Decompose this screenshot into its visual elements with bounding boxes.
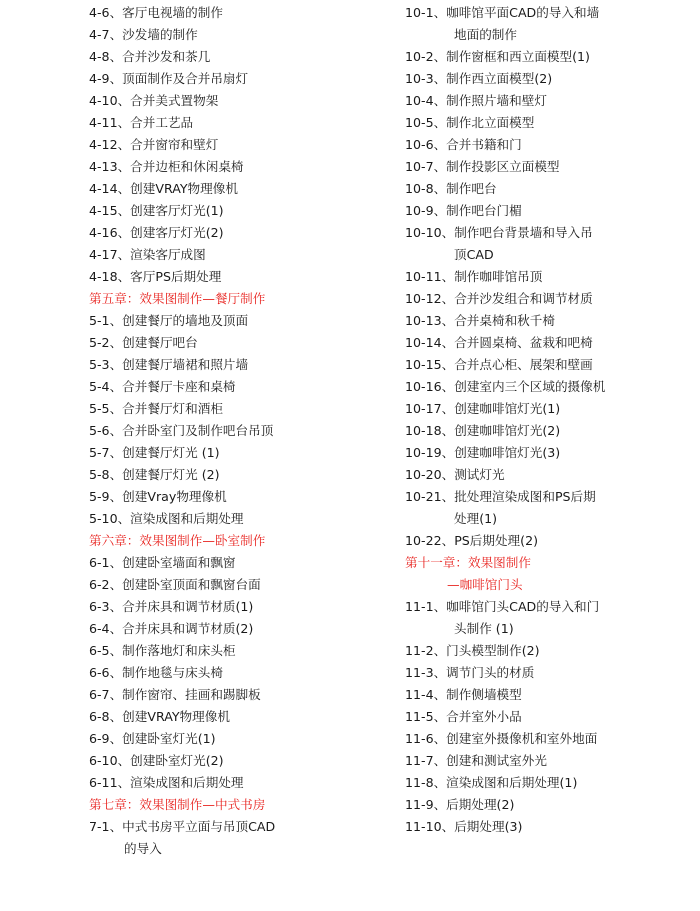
chapter-heading bbox=[89, 288, 389, 310]
entry-text: 第六章：效果图制作—卧室制作 bbox=[89, 533, 266, 548]
entry-text: 6-7、制作窗帘、挂画和踢脚板 bbox=[89, 687, 261, 702]
entry-text: 4-6、客厅电视墙的制作 bbox=[89, 5, 223, 20]
toc-entry bbox=[405, 376, 695, 398]
entry-text: 10-21、批处理渲染成图和PS后期 bbox=[405, 489, 596, 504]
chapter-heading bbox=[89, 794, 389, 816]
toc-entry bbox=[89, 420, 389, 442]
entry-text: 第七章：效果图制作—中式书房 bbox=[89, 797, 266, 812]
toc-entry bbox=[405, 530, 695, 552]
toc-entry bbox=[89, 156, 389, 178]
toc-entry bbox=[405, 200, 695, 222]
toc-entry bbox=[89, 46, 389, 68]
entry-text: 6-2、创建卧室顶面和飘窗台面 bbox=[89, 577, 261, 592]
entry-text: 10-15、合并点心柜、展架和壁画 bbox=[405, 357, 593, 372]
toc-entry bbox=[89, 728, 389, 750]
entry-text: 10-18、创建咖啡馆灯光(2) bbox=[405, 423, 561, 438]
entry-text: 11-3、调节门头的材质 bbox=[405, 665, 535, 680]
entry-continuation: 处理(1) bbox=[454, 511, 498, 526]
entry-text: 7-1、中式书房平立面与吊顶CAD bbox=[89, 819, 276, 834]
toc-entry bbox=[89, 486, 389, 508]
toc-entry bbox=[405, 398, 695, 420]
entry-text: 11-8、渲染成图和后期处理(1) bbox=[405, 775, 578, 790]
toc-entry bbox=[89, 2, 389, 24]
toc-entry bbox=[405, 332, 695, 354]
entry-text: 11-5、合并室外小品 bbox=[405, 709, 522, 724]
toc-entry bbox=[405, 2, 695, 46]
entry-text: 10-22、PS后期处理(2) bbox=[405, 533, 538, 548]
toc-entry bbox=[89, 310, 389, 332]
entry-text: 5-3、创建餐厅墙裙和照片墙 bbox=[89, 357, 249, 372]
toc-entry bbox=[89, 596, 389, 618]
toc-entry bbox=[405, 684, 695, 706]
toc-right-column bbox=[405, 2, 695, 838]
entry-text: 10-10、制作吧台背景墙和导入吊 bbox=[405, 225, 593, 240]
toc-entry bbox=[405, 662, 695, 684]
entry-text: 10-20、测试灯光 bbox=[405, 467, 505, 482]
entry-text: 10-16、创建室内三个区域的摄像机 bbox=[405, 379, 606, 394]
entry-text: 4-17、渲染客厅成图 bbox=[89, 247, 206, 262]
entry-text: 6-9、创建卧室灯光(1) bbox=[89, 731, 216, 746]
entry-text: 6-3、合并床具和调节材质(1) bbox=[89, 599, 254, 614]
toc-entry bbox=[405, 222, 695, 266]
chapter-heading bbox=[405, 552, 695, 596]
entry-text: 10-19、创建咖啡馆灯光(3) bbox=[405, 445, 561, 460]
entry-text: 4-16、创建客厅灯光(2) bbox=[89, 225, 224, 240]
entry-text: 6-11、渲染成图和后期处理 bbox=[89, 775, 244, 790]
toc-entry bbox=[89, 574, 389, 596]
entry-text: 10-13、合并桌椅和秋千椅 bbox=[405, 313, 555, 328]
toc-entry bbox=[405, 596, 695, 640]
toc-entry bbox=[89, 618, 389, 640]
entry-text: 第十一章：效果图制作 bbox=[405, 555, 531, 570]
entry-text: 4-9、顶面制作及合并吊扇灯 bbox=[89, 71, 249, 86]
toc-entry bbox=[89, 112, 389, 134]
toc-entry bbox=[405, 772, 695, 794]
entry-text: 5-6、合并卧室门及制作吧台吊顶 bbox=[89, 423, 274, 438]
toc-entry bbox=[405, 288, 695, 310]
toc-entry bbox=[405, 266, 695, 288]
entry-text: 10-1、咖啡馆平面CAD的导入和墙 bbox=[405, 5, 600, 20]
entry-text: 6-8、创建VRAY物理像机 bbox=[89, 709, 230, 724]
entry-text: 6-6、制作地毯与床头椅 bbox=[89, 665, 223, 680]
entry-text: 4-14、创建VRAY物理像机 bbox=[89, 181, 238, 196]
toc-entry bbox=[405, 156, 695, 178]
toc-entry bbox=[89, 376, 389, 398]
entry-text: 10-3、制作西立面模型(2) bbox=[405, 71, 553, 86]
entry-text: 4-7、沙发墙的制作 bbox=[89, 27, 198, 42]
entry-text: 6-1、创建卧室墙面和飘窗 bbox=[89, 555, 236, 570]
entry-text: 11-1、咖啡馆门头CAD的导入和门 bbox=[405, 599, 600, 614]
toc-entry bbox=[405, 464, 695, 486]
toc-entry bbox=[405, 310, 695, 332]
entry-text: 4-10、合并美式置物架 bbox=[89, 93, 219, 108]
toc-entry bbox=[89, 266, 389, 288]
toc-entry bbox=[89, 24, 389, 46]
entry-text: 5-5、合并餐厅灯和酒柜 bbox=[89, 401, 223, 416]
entry-text: 4-12、合并窗帘和壁灯 bbox=[89, 137, 219, 152]
toc-entry bbox=[89, 178, 389, 200]
entry-text: 5-10、渲染成图和后期处理 bbox=[89, 511, 244, 526]
entry-text: 6-5、制作落地灯和床头柜 bbox=[89, 643, 236, 658]
toc-entry bbox=[89, 354, 389, 376]
toc-entry bbox=[89, 640, 389, 662]
toc-entry bbox=[405, 486, 695, 530]
entry-text: 5-1、创建餐厅的墙地及顶面 bbox=[89, 313, 249, 328]
entry-text: 4-11、合并工艺品 bbox=[89, 115, 194, 130]
toc-entry bbox=[89, 200, 389, 222]
toc-entry bbox=[405, 46, 695, 68]
entry-text: 6-10、创建卧室灯光(2) bbox=[89, 753, 224, 768]
toc-entry bbox=[89, 464, 389, 486]
toc-entry bbox=[89, 772, 389, 794]
entry-text: 4-18、客厅PS后期处理 bbox=[89, 269, 222, 284]
entry-text: 11-9、后期处理(2) bbox=[405, 797, 515, 812]
toc-entry bbox=[89, 68, 389, 90]
toc-entry bbox=[405, 750, 695, 772]
toc-entry bbox=[405, 794, 695, 816]
toc-entry bbox=[89, 134, 389, 156]
entry-text: 10-5、制作北立面模型 bbox=[405, 115, 535, 130]
entry-text: 11-7、创建和测试室外光 bbox=[405, 753, 547, 768]
entry-text: 5-4、合并餐厅卡座和桌椅 bbox=[89, 379, 236, 394]
toc-entry bbox=[89, 244, 389, 266]
entry-text: 10-4、制作照片墙和壁灯 bbox=[405, 93, 547, 108]
toc-entry bbox=[89, 706, 389, 728]
entry-text: 5-2、创建餐厅吧台 bbox=[89, 335, 198, 350]
toc-left-column bbox=[89, 2, 389, 860]
entry-continuation: 的导入 bbox=[124, 841, 162, 856]
entry-text: 5-9、创建Vray物理像机 bbox=[89, 489, 227, 504]
toc-entry bbox=[89, 90, 389, 112]
toc-entry bbox=[89, 662, 389, 684]
entry-text: 第五章：效果图制作—餐厅制作 bbox=[89, 291, 266, 306]
toc-entry bbox=[89, 332, 389, 354]
entry-text: 10-8、制作吧台 bbox=[405, 181, 497, 196]
entry-text: 11-2、门头模型制作(2) bbox=[405, 643, 540, 658]
toc-entry bbox=[405, 178, 695, 200]
chapter-heading bbox=[89, 530, 389, 552]
toc-entry bbox=[405, 640, 695, 662]
entry-text: 10-14、合并圆桌椅、盆栽和吧椅 bbox=[405, 335, 593, 350]
entry-text: 11-10、后期处理(3) bbox=[405, 819, 523, 834]
toc-entry bbox=[405, 134, 695, 156]
toc-entry bbox=[405, 68, 695, 90]
toc-entry bbox=[405, 816, 695, 838]
toc-entry bbox=[405, 706, 695, 728]
entry-text: 10-17、创建咖啡馆灯光(1) bbox=[405, 401, 561, 416]
entry-text: 10-9、制作吧台门楣 bbox=[405, 203, 522, 218]
toc-entry bbox=[89, 684, 389, 706]
toc-entry bbox=[89, 816, 389, 860]
toc-entry bbox=[89, 508, 389, 530]
entry-text: 5-8、创建餐厅灯光 (2) bbox=[89, 467, 220, 482]
toc-entry bbox=[89, 222, 389, 244]
entry-text: 11-6、创建室外摄像机和室外地面 bbox=[405, 731, 598, 746]
entry-text: 4-8、合并沙发和茶几 bbox=[89, 49, 211, 64]
entry-text: 5-7、创建餐厅灯光 (1) bbox=[89, 445, 220, 460]
entry-continuation: —咖啡馆门头 bbox=[447, 577, 523, 592]
entry-text: 10-6、合并书籍和门 bbox=[405, 137, 522, 152]
entry-continuation: 地面的制作 bbox=[454, 27, 517, 42]
entry-text: 10-2、制作窗框和西立面模型(1) bbox=[405, 49, 590, 64]
entry-continuation: 顶CAD bbox=[454, 247, 494, 262]
toc-entry bbox=[405, 728, 695, 750]
toc-entry bbox=[405, 354, 695, 376]
entry-text: 11-4、制作侧墙模型 bbox=[405, 687, 522, 702]
toc-entry bbox=[405, 112, 695, 134]
entry-continuation: 头制作 (1) bbox=[454, 621, 514, 636]
entry-text: 4-15、创建客厅灯光(1) bbox=[89, 203, 224, 218]
toc-entry bbox=[89, 552, 389, 574]
entry-text: 4-13、合并边柜和休闲桌椅 bbox=[89, 159, 244, 174]
entry-text: 6-4、合并床具和调节材质(2) bbox=[89, 621, 254, 636]
entry-text: 10-12、合并沙发组合和调节材质 bbox=[405, 291, 593, 306]
toc-entry bbox=[89, 442, 389, 464]
toc-entry bbox=[405, 442, 695, 464]
toc-entry bbox=[405, 90, 695, 112]
toc-entry bbox=[89, 750, 389, 772]
toc-entry bbox=[405, 420, 695, 442]
entry-text: 10-11、制作咖啡馆吊顶 bbox=[405, 269, 543, 284]
toc-entry bbox=[89, 398, 389, 420]
entry-text: 10-7、制作投影区立面模型 bbox=[405, 159, 560, 174]
